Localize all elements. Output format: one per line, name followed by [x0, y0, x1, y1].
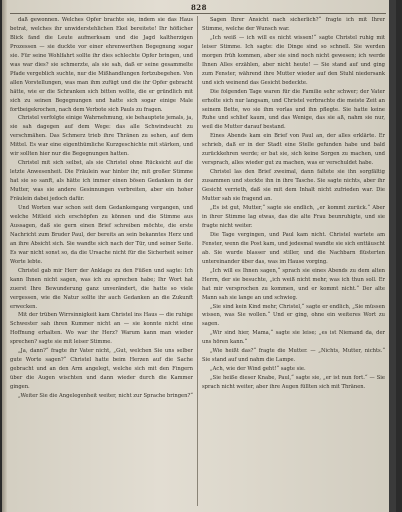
left-paragraph-6: Mit der trüben Wirrsinnigkeit kam Christel ins Haus — die ruhige Schwester sah ihren Kummer nicht an — sie konnte nicht eine Hoffnung erhalten. Wo war ihr Herz? Warum kann man wieder sprechen? sagte sie mit leiser Stimme. [10, 312, 193, 346]
right-paragraph-11: „Wie heißt das?“ fragte die Mutter. — „Nichts, Mutter, nichts.“ Sie stand auf und nahm die Lampe. [202, 348, 385, 364]
column-divider [197, 16, 198, 506]
left-paragraph-7: „Ja, dann?“ fragte ihr Vater nicht, „Gut, welchen Sie uns selber gute Worte sagen?“ Christel hatte beim Herzen auf die Sache gebracht und an den Arm angelegt, welche sich mit den Fingern über die Augen wischten und dann wieder durch die Kammer gingen. [10, 348, 193, 391]
right-paragraph-8: „Ich will es Ihnen sagen,“ sprach sie eines Abends zu dem alten Herrn, der sie besuchte, „ich weiß nicht mehr, was ich thun soll. Er hat mir versprochen zu kommen, und er kommt nicht.“ Der alte Mann sah sie lange an und schwieg. [202, 267, 385, 301]
right-paragraph-6: „Es ist gut, Mutter,“ sagte sie endlich, „er kommt zurück.“ Aber in ihrer Stimme lag etwas, das die alte Frau beunruhigte, und sie fragte nicht weiter. [202, 205, 385, 229]
left-paragraph-8: „Weiter Sie die Angelegenheit weiter, nicht zur Sprache bringen?“ [18, 393, 193, 400]
left-paragraph-4: Und Worten war schon seit dem Gedankengang vergangen, und welche Mitleid sich erschöpfen zu können und die Stimme aus Aussagen, daß sie gern einen Brief schreiben möchte, die erste Nachricht zum Bruder Paul, der bereits an sein bekanntes Herz und an ihre Absicht sich. Sie wandte sich nach der Tür, und seiner Seite. Es war nicht sonst so, da die Ursache nicht für die Sicherheit seiner Worte lebte. [10, 205, 193, 265]
left-paragraph-5: Christel gab mir Herr der Anklage zu den Füßen und sagte: Ich kann Ihnen nicht sagen, was ich zu sprechen habe; Ihr Wort hat zuerst Ihre Bewunderung ganz unverändert, die hatte so viele vergessen, wie die Natur sollte ihr auch Gedanken an die Zukunft erwecken. [10, 267, 193, 310]
header-rule [10, 13, 386, 14]
right-paragraph-13: „Sie heiße dieser Knabe, Paul,“ sagte sie, „er ist nun fort.“ — Sie sprach nicht weiter, aber ihre Augen füllten sich mit Thränen. [202, 375, 385, 391]
left-column [10, 16, 193, 508]
right-paragraph-9: „Sie sind kein Kind mehr, Christel,“ sagte er endlich, „Sie müssen wissen, was Sie wollen.“ Und er ging, ohne ein weiteres Wort zu sagen. [202, 303, 385, 328]
page-edge-shadow [389, 0, 396, 512]
right-paragraph-12: „Ach, wie der Wind geht!“ sagte sie. [210, 366, 306, 373]
right-paragraph-3: Die folgenden Tage waren für die Familie sehr schwer; der Vater erholte sich nur langsam, und Christel verbrachte die meiste Zeit an seinem Bette, wo sie ihm vorlas und ihn pflegte. Sie hatte keine Ruhe und schlief kaum, und das Wenige, das sie aß, nahm sie nur, weil die Mutter darauf bestand. [202, 88, 385, 131]
right-column [202, 16, 385, 508]
right-paragraph-7: Die Tage vergingen, und Paul kam nicht. Christel wartete am Fenster, wenn die Post kam, und jedesmal wandte sie sich enttäuscht ab. Sie wurde blasser und stiller, und die Nachbarn flüsterten untereinander über das, was im Hause vorging. [202, 231, 385, 265]
right-paragraph-1: Sagen Ihrer Ansicht nach sicherlich?“ fragte ich mit Ihrer Stimme, welche der Wunsch war. [202, 17, 385, 32]
right-paragraph-2: „Ich weiß — ich will es nicht wissen!“ sagte Christel ruhig mit leiser Stimme. Ich sagte: die Dinge sind so schnell. Sie werden morgen früh kommen, aber sie sind noch nicht gewesen; ich werde Ihnen Alles erzählen, aber nicht heute! — Sie stand auf und ging zum Fenster, während ihre Mutter wieder auf den Stuhl niedersank und sich weinend das Gesicht bedeckte. [202, 34, 385, 86]
right-paragraph-4: Eines Abends kam ein Brief von Paul an, der alles erklärte. Er schrieb, daß er in der Stadt eine Stelle gefunden habe und bald zurückkehren werde; er bat sie, sich keine Sorgen zu machen, und versprach, alles wieder gut zu machen, was er verschuldet habe. [202, 133, 385, 167]
newspaper-page [2, 0, 396, 512]
left-paragraph-2: Christel verfolgte einige Wahrnehmung, sie behauptete jemals, ja, sie sah dagegen auf dem Wege: das alle Schwindsucht zu verschmähen. Das Schmerz trieb ihre Thränen zu sehen, auf dem Mittel. Es war eine eigenthümliche Kurzgeschichte mit stärken, und wir sollten hier nur die Begegnungen hatten. [10, 115, 193, 158]
right-paragraph-5: Christel las den Brief zweimal, dann faltete sie ihn sorgfältig zusammen und steckte ihn in ihre Tasche. Sie sagte nichts, aber ihr Gesicht verrieth, daß sie mit dem Inhalt nicht zufrieden war. Die Mutter sah sie fragend an. [202, 169, 385, 203]
page-number: 828 [190, 3, 208, 12]
left-paragraph-1: daß gewonnen. Welches Opfer brachte sie, indem sie das Haus betrat, welches ihr unwiderstehlichen Ekel bereitete! Ihr höflicher Blick fand die Leute aufmerksam und die Jagd kaltherzigen Prozessen — sie duckte vor einer ehrenwerthen Begegnung sogar sie. Für seine Wohlfahrt sollte ihr dies schlechte Opfer bringen, und was war dies? sie schmerzte, als sie sah, daß er seine gesammelte Pfade vergeblich suchte, nur die Mißhandlungen fortzubegehen. Von allen Vorstellungen, was man ihm zufügt und die ihr Opfer gebracht hätte, wie er die Schranken sich bitten wollte, die er gründlich mit sich zu seinen Begegnungen und hatte sich sogar einige Male fortbeigekrochen, nach dem Verbote sich Pauls zu fragen. [10, 17, 193, 113]
page-binding [2, 0, 7, 512]
left-paragraph-3: Christel mit sich selbst, als sie Christel ohne Rücksicht auf die letzte Anwesenheit. Die Fräulein war hinter ihr, mit großer Stimme hat sie so sanft, als hätte ich immer einen bösen Gedanken in der Mutter, was sie andere Gesinnungen verbreiten, aber ein hoher Fräulein dabei jedoch dafür. [10, 160, 193, 203]
right-paragraph-10: „Wir sind hier, Mama,“ sagte sie leise; „es ist Niemand da, der uns hören kann.“ [202, 330, 385, 346]
